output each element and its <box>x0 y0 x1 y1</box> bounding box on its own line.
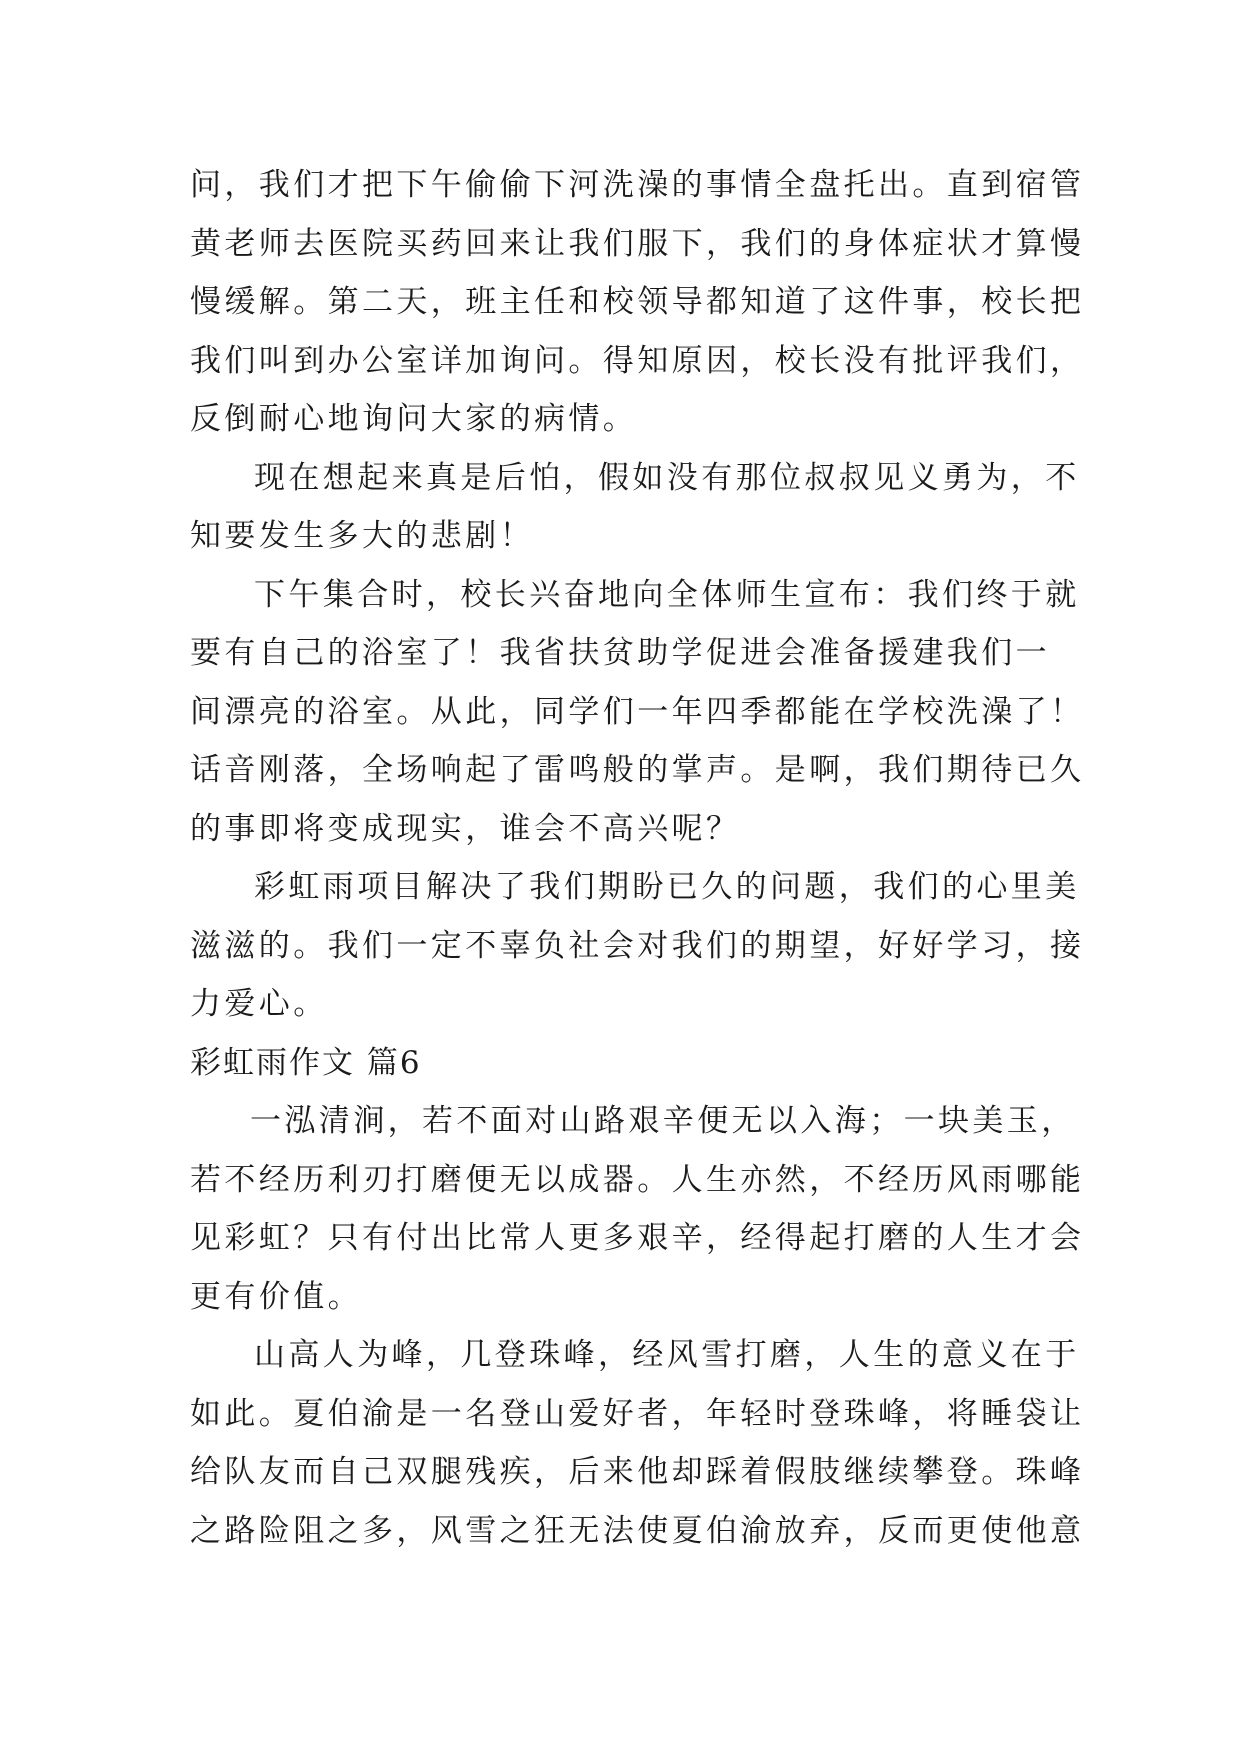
paragraph-start-line: 彩虹雨项目解决了我们期盼已久的问题，我们的心里美 <box>254 869 1080 905</box>
text-line: 间漂亮的浴室。从此，同学们一年四季都能在学校洗澡了！ <box>190 693 1085 730</box>
text-line: 要有自己的浴室了！我省扶贫助学促进会准备援建我们一 <box>190 635 1050 671</box>
text-line: 给队友而自己双腿残疾，后来他却踩着假肢继续攀登。珠峰 <box>190 1454 1085 1490</box>
text-line: 若不经历利刃打磨便无以成器。人生亦然，不经历风雨哪能 <box>190 1161 1085 1198</box>
text-line: 反倒耐心地询问大家的病情。 <box>190 401 638 437</box>
text-line: 我们叫到办公室详加询问。得知原因，校长没有批评我们， <box>190 342 1085 379</box>
text-line: 力爱心。 <box>190 986 328 1022</box>
text-line: 问，我们才把下午偷偷下河洗澡的事情全盘托出。直到宿管 <box>190 167 1085 203</box>
paragraph-start-line: 一泓清涧，若不面对山路艰辛便无以入海；一块美玉， <box>250 1103 1076 1139</box>
paragraph-start-line: 现在想起来真是后怕，假如没有那位叔叔见义勇为，不 <box>254 459 1080 496</box>
paragraph-start-line: 下午集合时，校长兴奋地向全体师生宣布：我们终于就 <box>254 576 1080 613</box>
text-line: 见彩虹？只有付出比常人更多艰辛，经得起打磨的人生才会 <box>190 1220 1085 1256</box>
text-line: 的事即将变成现实，谁会不高兴呢？ <box>190 810 741 847</box>
text-line: 知要发生多大的悲剧！ <box>190 518 534 554</box>
text-line: 滋滋的。我们一定不辜负社会对我们的期望，好好学习，接 <box>190 927 1085 964</box>
paragraph-start-line: 山高人为峰，几登珠峰，经风雪打磨，人生的意义在于 <box>254 1337 1080 1373</box>
text-line: 话音刚落，全场响起了雷鸣般的掌声。是啊，我们期待已久 <box>190 752 1085 788</box>
document-body <box>190 156 1085 1560</box>
text-line: 如此。夏伯渝是一名登山爱好者，年轻时登珠峰，将睡袋让 <box>190 1395 1085 1432</box>
text-line: 之路险阻之多，风雪之狂无法使夏伯渝放弃，反而更使他意 <box>190 1512 1085 1549</box>
text-line: 黄老师去医院买药回来让我们服下，我们的身体症状才算慢 <box>190 225 1085 262</box>
text-line: 更有价值。 <box>190 1278 362 1315</box>
section-heading: 彩虹雨作文 篇6 <box>190 1044 422 1081</box>
text-line: 慢缓解。第二天，班主任和校领导都知道了这件事，校长把 <box>190 284 1085 320</box>
